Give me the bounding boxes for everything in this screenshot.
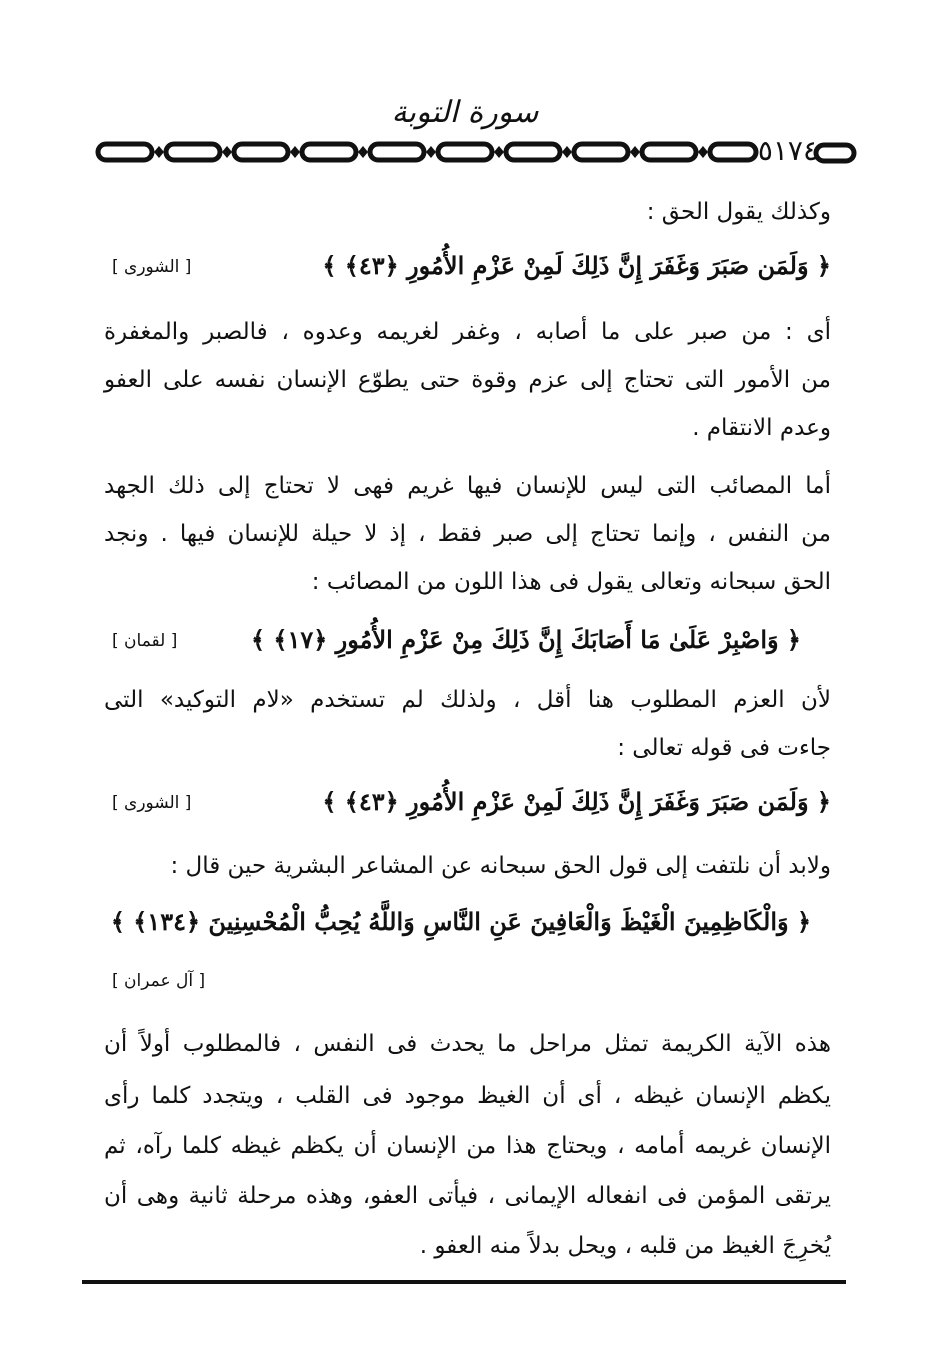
page-number: ٥١٧٤ [757,134,818,167]
paragraph-line: يرتقى المؤمن فى انفعاله الإيمانى ، فيأتى العفو، وهذه مرحلة ثانية وهى أن [104,1183,831,1209]
quran-verse: ﴿ وَلَمَن صَبَرَ وَغَفَرَ إِنَّ ذَلِكَ لَمِنْ عَزْمِ الأُمُورِ ﴿٤٣﴾ ﴾ [322,251,831,280]
paragraph-line: وكذلك يقول الحق : [646,199,831,225]
bottom-rule [82,1280,846,1284]
quran-verse: ﴿ وَلَمَن صَبَرَ وَغَفَرَ إِنَّ ذَلِكَ لَمِنْ عَزْمِ الأُمُورِ ﴿٤٣﴾ ﴾ [322,787,831,816]
paragraph-line: يُخرِجَ الغيظ من قلبه ، ويحل بدلاً منه العفو . [419,1233,831,1259]
paragraph-line: الحق سبحانه وتعالى يقول فى هذا اللون من المصائب : [311,569,831,595]
paragraph-line: الإنسان غريمه أمامه ، ويحتاج هذا من الإنسان أن يكظم غيظه كلما رآه، ثم [104,1133,831,1159]
paragraph-line: ولابد أن نلتفت إلى قول الحق سبحانه عن المشاعر البشرية حين قال : [170,853,831,879]
verse-reference: [ الشورى ] [112,793,192,813]
paragraph-line: وعدم الانتقام . [692,415,831,441]
paragraph-line: من النفس ، وإنما تحتاج إلى صبر فقط ، إذ لا حيلة للإنسان فيها . ونجد [104,521,831,547]
paragraph-line: جاءت فى قوله تعالى : [617,735,831,761]
paragraph-line: يكظم الإنسان غيظه ، أى أن الغيظ موجود فى القلب ، ويتجدد كلما رأى [104,1083,831,1109]
paragraph-line: لأن العزم المطلوب هنا أقل ، ولذلك لم تستخدم «لام التوكيد» التى [104,687,831,713]
paragraph-line: من الأمور التى تحتاج إلى عزم وقوة حتى يطوّع الإنسان نفسه على العفو [104,367,831,393]
quran-verse: ﴿ وَاصْبِرْ عَلَىٰ مَا أَصَابَكَ إِنَّ ذَلِكَ مِنْ عَزْمِ الأُمُورِ ﴿١٧﴾ ﴾ [250,625,801,654]
paragraph-line: أى : من صبر على ما أصابه ، وغفر لغريمه وعدوه ، فالصبر والمغفرة [104,319,831,345]
surah-title: سورة التوبة [391,95,539,130]
header-end-ornament [812,141,858,165]
header-chain-ornament [92,140,762,164]
paragraph-line: هذه الآية الكريمة تمثل مراحل ما يحدث فى النفس ، فالمطلوب أولاً أن [104,1031,831,1057]
paragraph-line: أما المصائب التى ليس للإنسان فيها غريم فهى لا تحتاج إلى ذلك الجهد [104,473,831,499]
quran-verse: ﴿ وَالْكَاظِمِينَ الْغَيْظَ وَالْعَافِينَ عَنِ النَّاسِ وَاللَّهُ يُحِبُّ الْمُحْسِنِينَ ﴿١٣٤﴾ ﴾ [110,907,811,936]
verse-reference: [ الشورى ] [112,257,192,277]
verse-reference: [ لقمان ] [112,631,178,651]
verse-reference: [ آل عمران ] [112,971,206,991]
